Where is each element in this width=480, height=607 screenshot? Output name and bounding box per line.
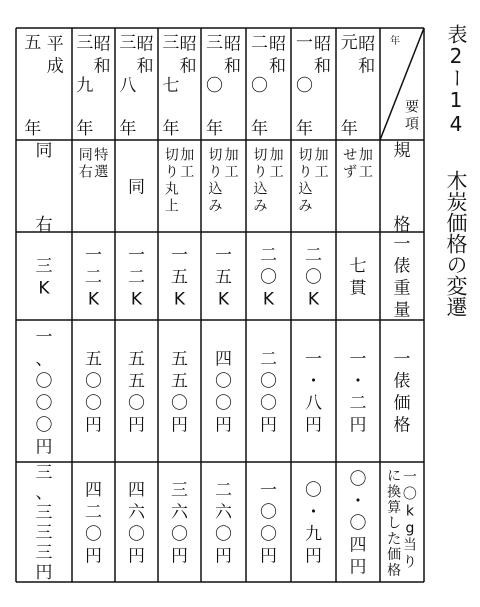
year-era: 昭和 — [314, 34, 331, 77]
spec-value: 同 — [128, 177, 145, 198]
year-era: 昭和 — [224, 34, 241, 77]
table-name: 木炭価格の変遷 — [444, 170, 468, 317]
year-number: 一〇年 — [296, 33, 313, 139]
spec-value-part: 加工 — [358, 147, 373, 181]
spec-value — [165, 148, 194, 215]
weight-value: 一五 K — [171, 245, 188, 310]
year-number: 元年 — [340, 33, 358, 139]
price-value: 五五〇円 — [128, 349, 145, 436]
year-number: 三八年 — [119, 33, 137, 139]
header-item-label: 要項 — [405, 99, 419, 133]
per-kg-value: 〇・〇四円 — [349, 469, 367, 578]
header-per-kg-part: に換算した価格 — [387, 468, 402, 579]
spec-value-part: 切り込み — [298, 147, 313, 215]
per-kg-value: 四六〇円 — [128, 480, 145, 567]
price-value: 一、〇〇〇円 — [35, 327, 53, 458]
year-number: 五年 — [24, 33, 42, 139]
weight-value: 一二 K — [85, 245, 102, 310]
table-cells — [24, 33, 419, 583]
per-kg-value: 〇・九円 — [305, 480, 322, 567]
year-era: 昭和 — [358, 34, 376, 77]
price-value: 一・八円 — [305, 349, 322, 436]
price-value: 一・二円 — [349, 349, 367, 436]
year-era: 昭和 — [93, 34, 111, 77]
year-era: 平成 — [46, 34, 64, 77]
header-weight: 一俵重量 — [393, 234, 411, 321]
header-price: 一俵価格 — [393, 349, 411, 436]
price-value: 五〇〇円 — [85, 349, 102, 436]
header-year-label: 年 — [390, 36, 400, 47]
weight-value: 二〇 K — [260, 245, 277, 310]
spec-value-part: 加工 — [180, 147, 195, 181]
per-kg-value: 二六〇円 — [215, 480, 232, 567]
table-number: 表2ー14 — [444, 24, 468, 136]
per-kg-value: 三、三三三円 — [35, 463, 53, 583]
spec-value-part: 特選 — [94, 147, 109, 181]
spec-value — [298, 148, 328, 215]
per-kg-value: 三六〇円 — [171, 480, 188, 567]
spec-value-part: 切り込み — [253, 147, 268, 215]
spec-value: 同右 — [35, 141, 53, 235]
price-value: 五五〇円 — [171, 349, 188, 436]
price-value: 四〇〇円 — [215, 349, 232, 436]
per-kg-value: 四二〇円 — [85, 480, 102, 567]
year-era: 昭和 — [136, 34, 154, 77]
spec-value — [253, 148, 283, 215]
header-per-kg-part: 一〇 k g 当り — [402, 469, 417, 571]
weight-value: 三 K — [35, 256, 53, 299]
spec-value-part: 切り込み — [208, 147, 223, 215]
weight-value: 一二 K — [128, 245, 145, 310]
year-era: 昭和 — [179, 34, 197, 77]
spec-value-part: 加工 — [314, 147, 329, 181]
header-per-kg — [387, 469, 417, 579]
spec-value — [208, 148, 238, 215]
year-number: 二〇年 — [251, 33, 268, 139]
weight-value: 一五 K — [215, 245, 232, 310]
header-spec: 規格 — [393, 141, 411, 235]
price-value: 二〇〇円 — [260, 349, 277, 436]
spec-value-part: せず — [343, 147, 358, 181]
year-number: 三〇年 — [206, 33, 223, 139]
spec-value-part: 加工 — [224, 147, 239, 181]
spec-value — [79, 147, 109, 181]
per-kg-value: 一〇〇円 — [260, 480, 277, 567]
year-era: 昭和 — [269, 34, 286, 77]
spec-value — [343, 148, 373, 181]
weight-value: 七貫 — [349, 256, 367, 299]
spec-value-part: 同右 — [78, 147, 93, 181]
year-number: 三九年 — [76, 33, 94, 139]
year-number: 三七年 — [162, 33, 180, 139]
weight-value: 二〇 K — [305, 245, 322, 310]
spec-value-part: 切り丸上 — [164, 147, 179, 215]
spec-value-part: 加工 — [269, 147, 284, 181]
